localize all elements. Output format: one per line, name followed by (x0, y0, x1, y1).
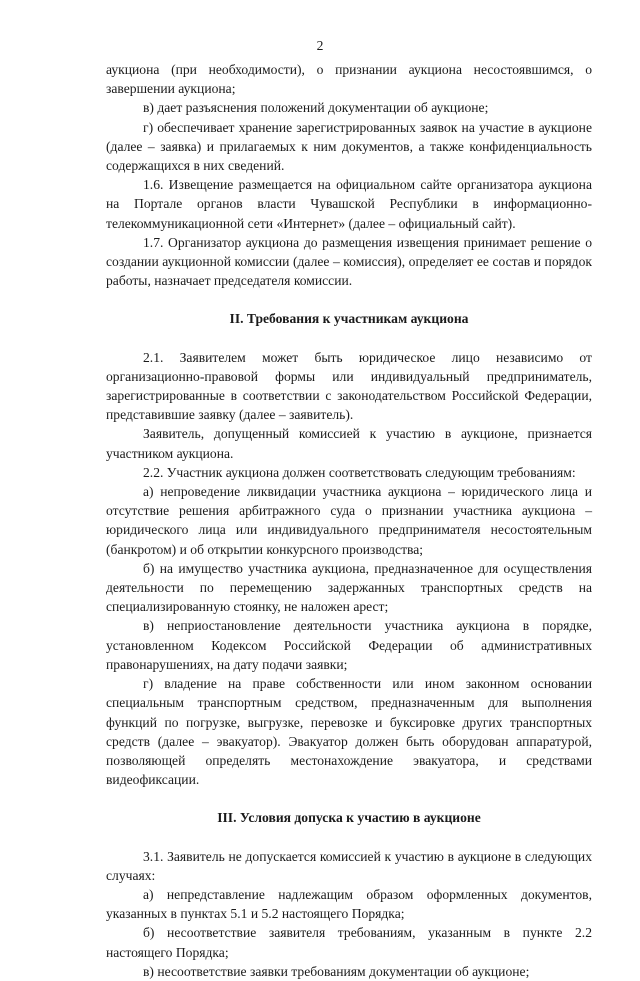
paragraph: в) дает разъяснения положений документации об аукционе; (143, 100, 489, 116)
paragraph: б) несоответствие заявителя требованиям, указанным в пункте 2.2 настоящего Порядка; (106, 925, 592, 960)
page-number: 2 (316, 38, 324, 53)
paragraph: 1.7. Организатор аукциона до размещения извещения принимает решение о создании аукционной комиссии (далее – комиссия), определяет ее состав и порядок работы, назначает председателя комиссии. (106, 234, 592, 289)
paragraph: Заявитель, допущенный комиссией к участию в аукционе, признается участником аукциона. (106, 426, 592, 461)
document-body (106, 60, 592, 981)
paragraph: г) владение на праве собственности или ином законном основании специальным транспортным средством, предназначенным для выполнения функций по погрузке, выгрузке, перевозке и буксировке других транспортных средств (далее – эвакуатор). Эвакуатор должен быть оборудован аппаратурой, позволяющей определять местонахождение эвакуатора, и средствами видеофиксации. (106, 676, 592, 788)
paragraph: г) обеспечивает хранение зарегистрированных заявок на участие в аукционе (далее – заявка) и прилагаемых к ним документов, а также конфиденциальность содержащихся в них сведений. (106, 119, 592, 174)
paragraph: 2.2. Участник аукциона должен соответствовать следующим требованиям: (143, 464, 576, 480)
paragraph: 2.1. Заявителем может быть юридическое лицо независимо от организационно-правовой формы или индивидуальный предприниматель, зарегистрированные в соответствии с законодательством Российской Федерации, представившие заявку (далее – заявитель). (106, 349, 592, 423)
paragraph: в) несоответствие заявки требованиям документации об аукционе; (143, 963, 530, 979)
paragraph: в) неприостановление деятельности участника аукциона в порядке, установленном Кодексом Российской Федерации об административных правонарушениях, на дату подачи заявки; (106, 618, 592, 672)
section-heading: II. Требования к участникам аукциона (229, 311, 469, 327)
paragraph: 1.6. Извещение размещается на официальном сайте организатора аукциона на Портале органов власти Чувашской Республики в информационно-телекоммуникационной сети «Интернет» (далее – официальный сайт). (106, 177, 592, 231)
paragraph: 3.1. Заявитель не допускается комиссией к участию в аукционе в следующих случаях: (106, 848, 592, 883)
section-heading: III. Условия допуска к участию в аукционе (217, 810, 481, 826)
paragraph: а) непредставление надлежащим образом оформленных документов, указанных в пунктах 5.1 и 5.2 настоящего Порядка; (106, 886, 592, 922)
paragraph: а) непроведение ликвидации участника аукциона – юридического лица и отсутствие решения арбитражного суда о признании участника аукциона – юридического лица или индивидуального предпринимателя несостоятельным (банкротом) и об открытии конкурсного производства; (106, 484, 592, 557)
paragraph: б) на имущество участника аукциона, предназначенное для осуществления деятельности по перемещению задержанных транспортных средств на специализированную стоянку, не наложен арест; (106, 560, 592, 615)
paragraph: аукциона (при необходимости), о признании аукциона несостоявшимся, о завершении аукциона; (106, 62, 592, 97)
